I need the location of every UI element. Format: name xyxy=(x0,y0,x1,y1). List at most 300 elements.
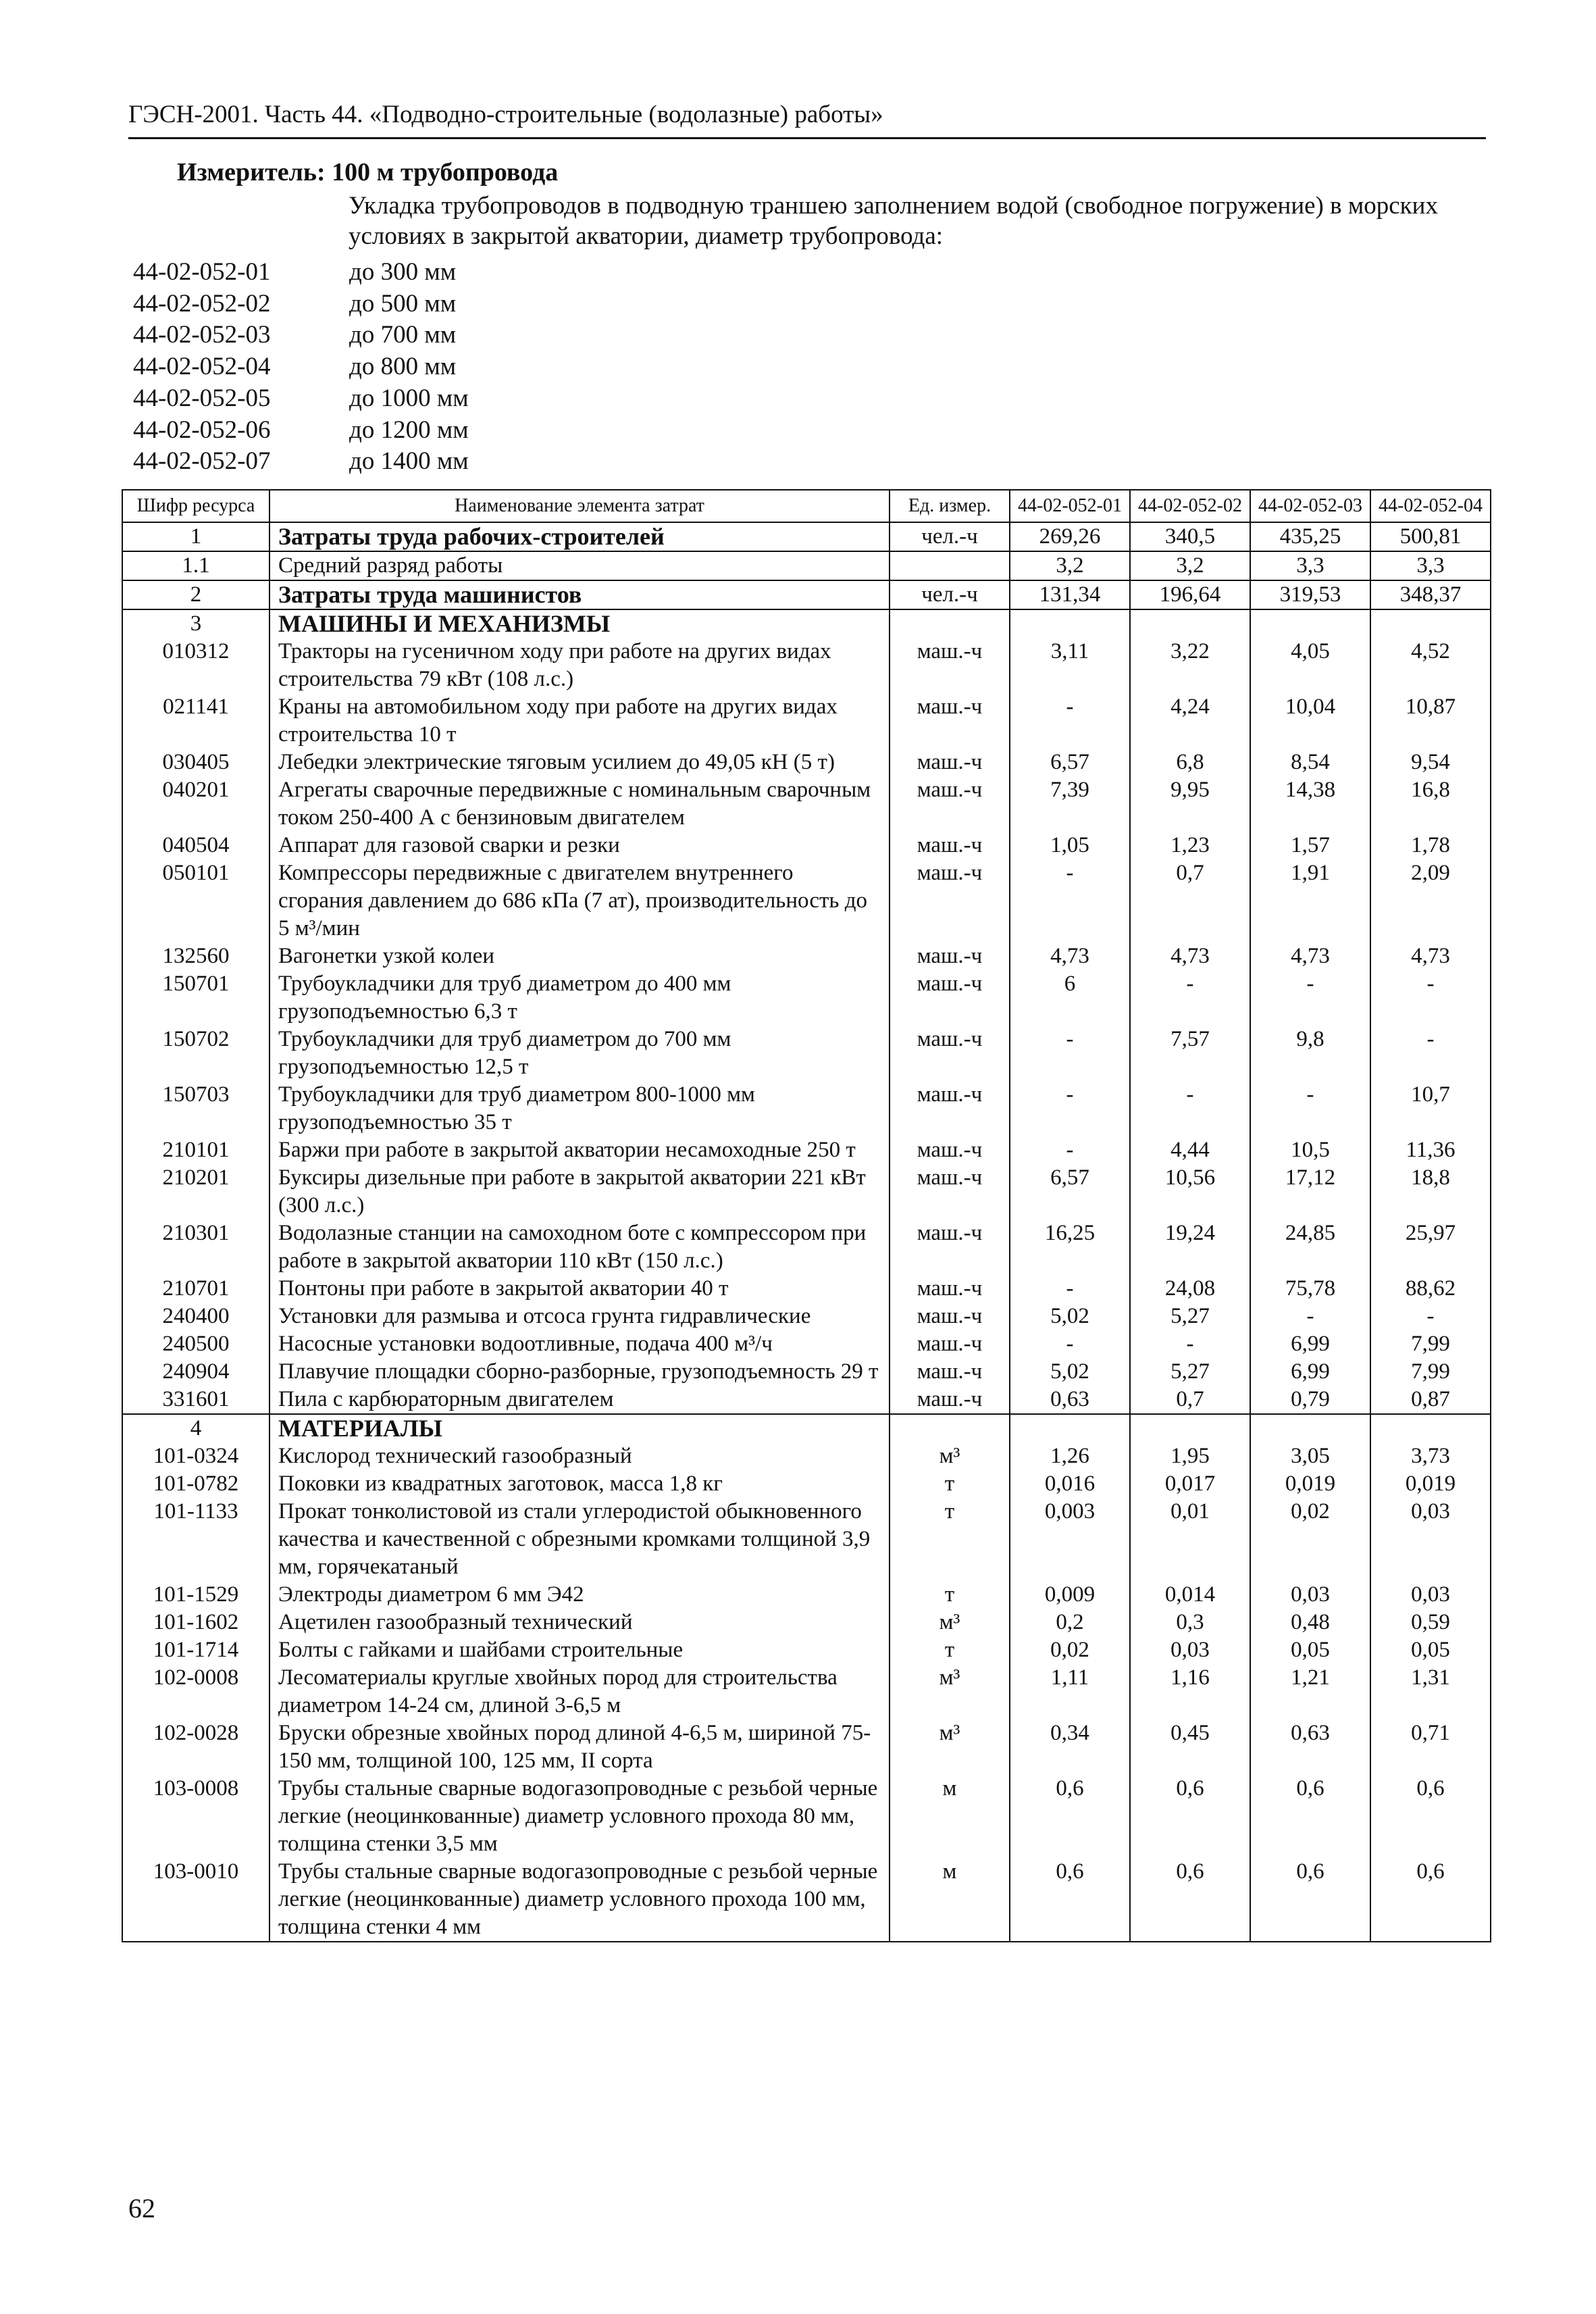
code-number: 44-02-052-04 xyxy=(133,353,271,381)
table-row xyxy=(122,776,1491,832)
resource-unit: маш.-ч xyxy=(890,859,1010,942)
resource-value: 11,36 xyxy=(1370,1136,1491,1164)
resource-value: 14,38 xyxy=(1250,776,1370,832)
code-list-item xyxy=(133,320,469,351)
resource-unit: маш.-ч xyxy=(890,1330,1010,1358)
resource-code: 102-0028 xyxy=(122,1719,269,1775)
resource-value: 0,03 xyxy=(1130,1636,1250,1664)
table-row xyxy=(122,1470,1491,1498)
resource-value: 0,02 xyxy=(1010,1636,1130,1664)
resource-name: Бруски обрезные хвойных пород длиной 4-6,5 м, шириной 75-150 мм, толщиной 100, 125 мм, II сорта xyxy=(269,1719,890,1775)
resource-value: 2,09 xyxy=(1370,859,1491,942)
resource-value: 88,62 xyxy=(1370,1275,1491,1303)
resource-value: - xyxy=(1010,1026,1130,1081)
section-row xyxy=(122,609,1491,638)
header-rule xyxy=(128,137,1486,139)
resource-value: 0,7 xyxy=(1130,859,1250,942)
resource-value: 4,05 xyxy=(1250,638,1370,693)
resource-value: 1,16 xyxy=(1130,1664,1250,1719)
resource-value: 131,34 xyxy=(1010,580,1130,609)
resource-value: - xyxy=(1250,1303,1370,1330)
resource-value: 0,019 xyxy=(1370,1470,1491,1498)
resource-value: 0,6 xyxy=(1130,1858,1250,1942)
table-row xyxy=(122,522,1491,551)
header-col: 44-02-052-02 xyxy=(1130,490,1250,522)
table-row xyxy=(122,749,1491,776)
resource-name: МАТЕРИАЛЫ xyxy=(269,1414,890,1442)
resource-value: 0,019 xyxy=(1250,1470,1370,1498)
resource-value: 10,87 xyxy=(1370,693,1491,749)
resource-unit: м³ xyxy=(890,1442,1010,1470)
resource-unit: т xyxy=(890,1636,1010,1664)
resource-name: Пила с карбюраторным двигателем xyxy=(269,1386,890,1414)
resource-value: 4,73 xyxy=(1130,942,1250,970)
table-row xyxy=(122,1498,1491,1581)
resource-value: - xyxy=(1250,1081,1370,1136)
resource-value: 6,99 xyxy=(1250,1330,1370,1358)
resource-value: 0,03 xyxy=(1250,1581,1370,1609)
resource-name: Плавучие площадки сборно-разборные, грузоподъемность 29 т xyxy=(269,1358,890,1386)
resource-value: 24,08 xyxy=(1130,1275,1250,1303)
header-col: 44-02-052-01 xyxy=(1010,490,1130,522)
resource-value: 0,02 xyxy=(1250,1498,1370,1581)
resource-value: 7,99 xyxy=(1370,1358,1491,1386)
resource-unit: маш.-ч xyxy=(890,970,1010,1026)
resource-value: 7,39 xyxy=(1010,776,1130,832)
table-row xyxy=(122,580,1491,609)
resource-value: 435,25 xyxy=(1250,522,1370,551)
resource-name: МАШИНЫ И МЕХАНИЗМЫ xyxy=(269,609,890,638)
resource-value: 6,8 xyxy=(1130,749,1250,776)
resource-unit: маш.-ч xyxy=(890,942,1010,970)
resource-value: 0,63 xyxy=(1250,1719,1370,1775)
resource-code: 103-0008 xyxy=(122,1775,269,1858)
resource-value: 25,97 xyxy=(1370,1219,1491,1275)
resource-value: 0,34 xyxy=(1010,1719,1130,1775)
table-row xyxy=(122,1636,1491,1664)
resource-code: 040201 xyxy=(122,776,269,832)
resource-unit: т xyxy=(890,1498,1010,1581)
code-number: 44-02-052-03 xyxy=(133,321,271,349)
resource-name: Тракторы на гусеничном ходу при работе на других видах строительства 79 кВт (108 л.с.) xyxy=(269,638,890,693)
resource-value: 1,78 xyxy=(1370,832,1491,859)
table-row xyxy=(122,1330,1491,1358)
resource-unit: маш.-ч xyxy=(890,693,1010,749)
resource-code: 210701 xyxy=(122,1275,269,1303)
resource-name: Вагонетки узкой колеи xyxy=(269,942,890,970)
resource-value: 0,6 xyxy=(1370,1775,1491,1858)
resource-value: 0,009 xyxy=(1010,1581,1130,1609)
resource-code: 021141 xyxy=(122,693,269,749)
resource-value: - xyxy=(1130,1330,1250,1358)
resource-unit: маш.-ч xyxy=(890,1275,1010,1303)
resource-value: 0,6 xyxy=(1010,1775,1130,1858)
table-row xyxy=(122,1581,1491,1609)
resource-name: Болты с гайками и шайбами строительные xyxy=(269,1636,890,1664)
table-row xyxy=(122,1858,1491,1942)
code-list-item xyxy=(133,257,469,288)
resource-value: 8,54 xyxy=(1250,749,1370,776)
code-desc: до 300 мм xyxy=(349,258,457,286)
table-row xyxy=(122,942,1491,970)
resource-value: 0,6 xyxy=(1250,1858,1370,1942)
resource-value: - xyxy=(1010,1081,1130,1136)
resource-name: Установки для размыва и отсоса грунта гидравлические xyxy=(269,1303,890,1330)
resource-value: 269,26 xyxy=(1010,522,1130,551)
resource-value: - xyxy=(1010,1136,1130,1164)
resource-value: 1,21 xyxy=(1250,1664,1370,1719)
table-body xyxy=(122,522,1491,1942)
resource-code: 4 xyxy=(122,1414,269,1442)
resource-unit xyxy=(890,1414,1010,1442)
resource-value xyxy=(1130,1414,1250,1442)
section-row xyxy=(122,1414,1491,1442)
code-desc: до 800 мм xyxy=(349,353,457,381)
table-row xyxy=(122,1303,1491,1330)
resource-value: 5,27 xyxy=(1130,1303,1250,1330)
resource-value: 0,6 xyxy=(1130,1775,1250,1858)
resource-code: 1 xyxy=(122,522,269,551)
code-number: 44-02-052-01 xyxy=(133,258,271,286)
code-list-item xyxy=(133,351,469,383)
code-number: 44-02-052-02 xyxy=(133,289,271,318)
resource-value: 3,22 xyxy=(1130,638,1250,693)
table-row xyxy=(122,1719,1491,1775)
resource-unit: маш.-ч xyxy=(890,832,1010,859)
resource-unit: м³ xyxy=(890,1719,1010,1775)
resource-code: 101-0324 xyxy=(122,1442,269,1470)
resource-value: - xyxy=(1370,1303,1491,1330)
table-row xyxy=(122,1664,1491,1719)
resource-value: - xyxy=(1010,1275,1130,1303)
resource-value: 7,57 xyxy=(1130,1026,1250,1081)
resource-unit xyxy=(890,609,1010,638)
resource-name: Лебедки электрические тяговым усилием до 49,05 кН (5 т) xyxy=(269,749,890,776)
resource-unit: маш.-ч xyxy=(890,1386,1010,1414)
resource-code: 101-1714 xyxy=(122,1636,269,1664)
resource-value: 9,8 xyxy=(1250,1026,1370,1081)
resource-value: 10,56 xyxy=(1130,1164,1250,1219)
measure-title: Измеритель: 100 м трубопровода xyxy=(177,158,559,186)
table-row xyxy=(122,551,1491,580)
table-row xyxy=(122,1386,1491,1414)
resource-unit: маш.-ч xyxy=(890,1081,1010,1136)
table-row xyxy=(122,970,1491,1026)
resource-value: 3,2 xyxy=(1010,551,1130,580)
resource-value: 5,02 xyxy=(1010,1303,1130,1330)
code-desc: до 1400 мм xyxy=(349,447,469,476)
resource-value: 4,24 xyxy=(1130,693,1250,749)
table-row xyxy=(122,1164,1491,1219)
code-number: 44-02-052-07 xyxy=(133,447,271,476)
resource-value xyxy=(1370,1414,1491,1442)
resource-value xyxy=(1250,609,1370,638)
resource-name: Средний разряд работы xyxy=(269,551,890,580)
resource-value: 19,24 xyxy=(1130,1219,1250,1275)
resource-name: Затраты труда рабочих-строителей xyxy=(269,522,890,551)
header-col: 44-02-052-03 xyxy=(1250,490,1370,522)
table-row xyxy=(122,1358,1491,1386)
resource-code: 010312 xyxy=(122,638,269,693)
resource-value: 6,57 xyxy=(1010,1164,1130,1219)
resource-value: 10,7 xyxy=(1370,1081,1491,1136)
resource-unit: м xyxy=(890,1775,1010,1858)
resource-value: 1,11 xyxy=(1010,1664,1130,1719)
resource-value: 3,73 xyxy=(1370,1442,1491,1470)
resource-unit: т xyxy=(890,1581,1010,1609)
resource-code: 102-0008 xyxy=(122,1664,269,1719)
resource-value: 5,27 xyxy=(1130,1358,1250,1386)
resource-name: Трубоукладчики для труб диаметром до 700 мм грузоподъемностью 12,5 т xyxy=(269,1026,890,1081)
resource-name: Поковки из квадратных заготовок, масса 1,8 кг xyxy=(269,1470,890,1498)
table-row xyxy=(122,832,1491,859)
code-desc: до 1200 мм xyxy=(349,416,469,444)
resource-name: Агрегаты сварочные передвижные с номинальным сварочным током 250-400 А с бензиновым двигателем xyxy=(269,776,890,832)
resource-name: Трубы стальные сварные водогазопроводные с резьбой черные легкие (неоцинкованные) диаметр условного прохода 80 мм, толщина стенки 3,5 мм xyxy=(269,1775,890,1858)
resource-value: 75,78 xyxy=(1250,1275,1370,1303)
resource-table xyxy=(122,489,1491,1942)
resource-value: 16,25 xyxy=(1010,1219,1130,1275)
resource-value: 1,91 xyxy=(1250,859,1370,942)
resource-value: 0,63 xyxy=(1010,1386,1130,1414)
resource-unit: маш.-ч xyxy=(890,776,1010,832)
resource-code: 240500 xyxy=(122,1330,269,1358)
resource-value: 4,73 xyxy=(1010,942,1130,970)
resource-value: 7,99 xyxy=(1370,1330,1491,1358)
table-row xyxy=(122,638,1491,693)
resource-value: - xyxy=(1250,970,1370,1026)
resource-value: 0,59 xyxy=(1370,1609,1491,1636)
resource-value: 9,95 xyxy=(1130,776,1250,832)
resource-value: 3,2 xyxy=(1130,551,1250,580)
resource-unit: чел.-ч xyxy=(890,580,1010,609)
resource-value: 3,3 xyxy=(1250,551,1370,580)
resource-value: 196,64 xyxy=(1130,580,1250,609)
code-desc: до 1000 мм xyxy=(349,384,469,412)
resource-unit: маш.-ч xyxy=(890,1026,1010,1081)
resource-value: 0,6 xyxy=(1370,1858,1491,1942)
resource-unit: маш.-ч xyxy=(890,1136,1010,1164)
resource-code: 210301 xyxy=(122,1219,269,1275)
table-row xyxy=(122,859,1491,942)
resource-value: 6 xyxy=(1010,970,1130,1026)
resource-value: 10,04 xyxy=(1250,693,1370,749)
resource-name: Трубоукладчики для труб диаметром до 400 мм грузоподъемностью 6,3 т xyxy=(269,970,890,1026)
resource-code: 3 xyxy=(122,609,269,638)
header-unit: Ед. измер. xyxy=(890,490,1010,522)
resource-value: 1,31 xyxy=(1370,1664,1491,1719)
resource-value: 6,57 xyxy=(1010,749,1130,776)
resource-code: 101-1529 xyxy=(122,1581,269,1609)
resource-unit: т xyxy=(890,1470,1010,1498)
resource-code: 210101 xyxy=(122,1136,269,1164)
resource-code: 101-0782 xyxy=(122,1470,269,1498)
code-list-item xyxy=(133,415,469,447)
resource-code: 103-0010 xyxy=(122,1858,269,1942)
resource-code: 240904 xyxy=(122,1358,269,1386)
resource-name: Баржи при работе в закрытой акватории несамоходные 250 т xyxy=(269,1136,890,1164)
resource-name: Краны на автомобильном ходу при работе на других видах строительства 10 т xyxy=(269,693,890,749)
resource-value: 0,05 xyxy=(1250,1636,1370,1664)
resource-name: Затраты труда машинистов xyxy=(269,580,890,609)
code-number: 44-02-052-06 xyxy=(133,416,271,444)
code-number: 44-02-052-05 xyxy=(133,384,271,412)
resource-value: 0,79 xyxy=(1250,1386,1370,1414)
table-header-row xyxy=(122,490,1491,522)
resource-value: 0,014 xyxy=(1130,1581,1250,1609)
resource-unit: маш.-ч xyxy=(890,638,1010,693)
resource-value: 0,3 xyxy=(1130,1609,1250,1636)
resource-code: 101-1133 xyxy=(122,1498,269,1581)
resource-value: 3,11 xyxy=(1010,638,1130,693)
resource-code: 331601 xyxy=(122,1386,269,1414)
resource-unit: маш.-ч xyxy=(890,749,1010,776)
resource-name: Трубы стальные сварные водогазопроводные с резьбой черные легкие (неоцинкованные) диаметр условного прохода 100 мм, толщина стенки 4 мм xyxy=(269,1858,890,1942)
resource-code: 240400 xyxy=(122,1303,269,1330)
resource-code: 1.1 xyxy=(122,551,269,580)
resource-value: 1,95 xyxy=(1130,1442,1250,1470)
header-code: Шифр ресурса xyxy=(122,490,269,522)
resource-unit: м³ xyxy=(890,1609,1010,1636)
resource-value: 0,2 xyxy=(1010,1609,1130,1636)
resource-value: 0,03 xyxy=(1370,1581,1491,1609)
resource-name: Насосные установки водоотливные, подача 400 м³/ч xyxy=(269,1330,890,1358)
resource-value: 0,7 xyxy=(1130,1386,1250,1414)
resource-value: 0,45 xyxy=(1130,1719,1250,1775)
resource-unit: маш.-ч xyxy=(890,1303,1010,1330)
resource-value: 4,44 xyxy=(1130,1136,1250,1164)
resource-code: 150702 xyxy=(122,1026,269,1081)
resource-value: 0,05 xyxy=(1370,1636,1491,1664)
resource-value: 0,03 xyxy=(1370,1498,1491,1581)
code-list-item xyxy=(133,288,469,320)
resource-value: 0,6 xyxy=(1010,1858,1130,1942)
resource-value: 4,73 xyxy=(1250,942,1370,970)
resource-code: 2 xyxy=(122,580,269,609)
resource-value: 340,5 xyxy=(1130,522,1250,551)
resource-value: 500,81 xyxy=(1370,522,1491,551)
resource-value: 1,57 xyxy=(1250,832,1370,859)
code-list xyxy=(133,257,469,478)
resource-value: 0,016 xyxy=(1010,1470,1130,1498)
resource-value xyxy=(1250,1414,1370,1442)
resource-value: 3,3 xyxy=(1370,551,1491,580)
code-desc: до 500 мм xyxy=(349,289,457,318)
resource-value: 5,02 xyxy=(1010,1358,1130,1386)
resource-name: Аппарат для газовой сварки и резки xyxy=(269,832,890,859)
resource-unit: маш.-ч xyxy=(890,1358,1010,1386)
table-row xyxy=(122,693,1491,749)
resource-value: 10,5 xyxy=(1250,1136,1370,1164)
resource-name: Понтоны при работе в закрытой акватории 40 т xyxy=(269,1275,890,1303)
table-row xyxy=(122,1609,1491,1636)
resource-value: 319,53 xyxy=(1250,580,1370,609)
resource-value: 1,05 xyxy=(1010,832,1130,859)
table-row xyxy=(122,1026,1491,1081)
resource-value: 0,71 xyxy=(1370,1719,1491,1775)
resource-code: 050101 xyxy=(122,859,269,942)
table-row xyxy=(122,1275,1491,1303)
resource-unit: чел.-ч xyxy=(890,522,1010,551)
resource-value: 0,48 xyxy=(1250,1609,1370,1636)
code-desc: до 700 мм xyxy=(349,321,457,349)
resource-name: Компрессоры передвижные с двигателем внутреннего сгорания давлением до 686 кПа (7 ат), производительность до 5 м³/мин xyxy=(269,859,890,942)
page-number: 62 xyxy=(128,2193,155,2223)
resource-unit: м³ xyxy=(890,1664,1010,1719)
intro-text: Укладка трубопроводов в подводную траншею заполнением водой (свободное погружение) в морских условиях в закрытой акватории, диаметр трубопровода: xyxy=(349,192,1438,250)
resource-value: 4,52 xyxy=(1370,638,1491,693)
resource-value: 0,01 xyxy=(1130,1498,1250,1581)
table-row xyxy=(122,1775,1491,1858)
resource-value: 4,73 xyxy=(1370,942,1491,970)
resource-value: 24,85 xyxy=(1250,1219,1370,1275)
resource-value: - xyxy=(1370,1026,1491,1081)
resource-code: 150703 xyxy=(122,1081,269,1136)
resource-code: 150701 xyxy=(122,970,269,1026)
resource-code: 040504 xyxy=(122,832,269,859)
resource-value: - xyxy=(1010,693,1130,749)
code-list-item xyxy=(133,383,469,415)
resource-name: Трубоукладчики для труб диаметром 800-1000 мм грузоподъемностью 35 т xyxy=(269,1081,890,1136)
resource-code: 132560 xyxy=(122,942,269,970)
code-list-item xyxy=(133,446,469,478)
resource-value xyxy=(1370,609,1491,638)
resource-unit xyxy=(890,551,1010,580)
header-name: Наименование элемента затрат xyxy=(269,490,890,522)
resource-value: 0,017 xyxy=(1130,1470,1250,1498)
resource-value: 0,87 xyxy=(1370,1386,1491,1414)
resource-value: 17,12 xyxy=(1250,1164,1370,1219)
table-row xyxy=(122,1081,1491,1136)
resource-value: 9,54 xyxy=(1370,749,1491,776)
resource-name: Буксиры дизельные при работе в закрытой акватории 221 кВт (300 л.с.) xyxy=(269,1164,890,1219)
table-row xyxy=(122,1442,1491,1470)
resource-name: Водолазные станции на самоходном боте с компрессором при работе в закрытой акватории 110 кВт (150 л.с.) xyxy=(269,1219,890,1275)
resource-value: - xyxy=(1010,1330,1130,1358)
running-header: ГЭСН-2001. Часть 44. «Подводно-строительные (водолазные) работы» xyxy=(128,101,883,128)
resource-name: Электроды диаметром 6 мм Э42 xyxy=(269,1581,890,1609)
resource-value: - xyxy=(1130,1081,1250,1136)
resource-value xyxy=(1010,609,1130,638)
resource-value xyxy=(1130,609,1250,638)
resource-code: 101-1602 xyxy=(122,1609,269,1636)
resource-value: 0,003 xyxy=(1010,1498,1130,1581)
resource-name: Лесоматериалы круглые хвойных пород для строительства диаметром 14-24 см, длиной 3-6,5 м xyxy=(269,1664,890,1719)
resource-value: - xyxy=(1130,970,1250,1026)
resource-value: - xyxy=(1370,970,1491,1026)
resource-value: 0,6 xyxy=(1250,1775,1370,1858)
resource-value: 348,37 xyxy=(1370,580,1491,609)
resource-value: 18,8 xyxy=(1370,1164,1491,1219)
resource-unit: маш.-ч xyxy=(890,1219,1010,1275)
resource-value: 6,99 xyxy=(1250,1358,1370,1386)
resource-value: 3,05 xyxy=(1250,1442,1370,1470)
resource-name: Ацетилен газообразный технический xyxy=(269,1609,890,1636)
resource-value: 16,8 xyxy=(1370,776,1491,832)
resource-code: 210201 xyxy=(122,1164,269,1219)
resource-name: Прокат тонколистовой из стали углеродистой обыкновенного качества и качественной с обрезными кромками толщиной 3,9 мм, горячекатаный xyxy=(269,1498,890,1581)
resource-value: 1,23 xyxy=(1130,832,1250,859)
resource-name: Кислород технический газообразный xyxy=(269,1442,890,1470)
resource-unit: м xyxy=(890,1858,1010,1942)
resource-value: 1,26 xyxy=(1010,1442,1130,1470)
table-row xyxy=(122,1136,1491,1164)
resource-value: - xyxy=(1010,859,1130,942)
table-row xyxy=(122,1219,1491,1275)
resource-value xyxy=(1010,1414,1130,1442)
resource-code: 030405 xyxy=(122,749,269,776)
resource-unit: маш.-ч xyxy=(890,1164,1010,1219)
